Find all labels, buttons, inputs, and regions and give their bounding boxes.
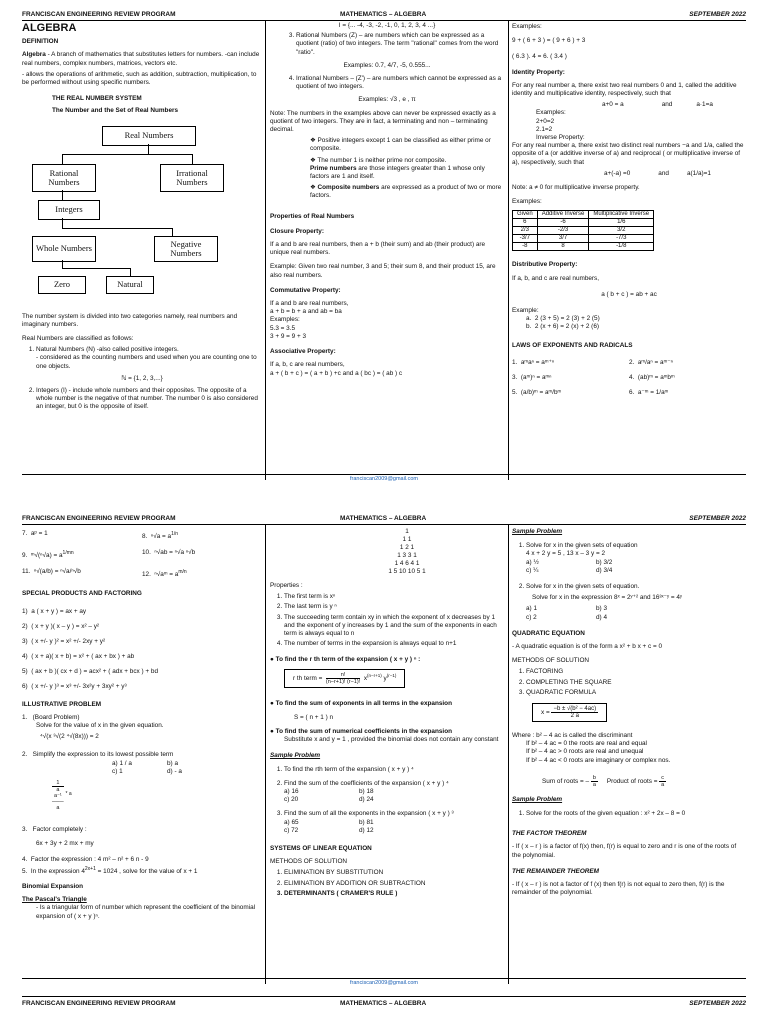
table-row: 6 -6 1/6 bbox=[513, 219, 654, 227]
section-heading: LAWS OF EXPONENTS AND RADICALS bbox=[512, 341, 633, 349]
section-heading: Distributive Property: bbox=[512, 261, 578, 269]
line: Where : b² – 4 ac is called the discriminant bbox=[512, 732, 633, 740]
bullet-item: ❖ Composite numbers are expressed as a product of two or more factors. bbox=[310, 184, 502, 200]
bullet-item: ❖ Positive integers except 1 can be classified as either prime or composite. bbox=[310, 137, 491, 153]
section-heading: THE REMAINDER THEOREM bbox=[512, 867, 599, 875]
note: Note: The numbers in the examples above can never be expressed exactly as a quotient of two integers. They are in fact, a terminating and non – terminating decimal. bbox=[270, 109, 496, 134]
formula: 6) ( x +/- y )³ = x³ +/- 3x²y + 3xy² + y³ bbox=[22, 682, 127, 690]
column-2 bbox=[270, 20, 504, 475]
subheading: Properties : bbox=[270, 582, 303, 589]
paragraph: - Is a triangular form of number which represent the coefficient of the binomial expansion of ( x + y )ⁿ. bbox=[36, 904, 256, 920]
section-heading: SYSTEMS OF LINEAR EQUATION bbox=[270, 845, 372, 853]
options: c) 1 d) - a bbox=[112, 767, 182, 775]
bullet-item: ❖ The number 1 is neither prime nor composite. Prime numbers are those integers greater than 1 whose only factors are 1 and itself. bbox=[310, 156, 485, 181]
paragraph: - If ( x – r ) is a factor of f(x) then, f(r) is equal to zero and r is one of the roots of the polynomial. bbox=[512, 843, 737, 859]
box-natural: Natural bbox=[106, 276, 154, 294]
section-heading: DEFINITION bbox=[22, 38, 59, 46]
line: 3 + 9 = 9 + 3 bbox=[270, 332, 307, 340]
list-item: 2. The last term is y ⁿ bbox=[284, 603, 504, 611]
expression: 6x + 3y + 2 mx + my bbox=[36, 840, 94, 848]
list-item: 1. Natural Numbers (N) -also called positive integers. - considered as the counting numbers and used when you are counting one to one objects. bbox=[36, 346, 262, 371]
paragraph: The number system is divided into two categories namely, real numbers and imaginary numbers. bbox=[22, 312, 238, 328]
box-negative: Negative Numbers bbox=[154, 236, 218, 262]
line: If b² – 4 ac > 0 roots are real and unequal bbox=[526, 748, 644, 756]
paragraph: - A quadratic equation is of the form a x² + b x + c = 0 bbox=[512, 643, 663, 651]
subheading: Sample Problem bbox=[512, 528, 563, 535]
line: If b² – 4 ac < 0 roots are imaginary or complex nos. bbox=[526, 756, 671, 764]
section-heading: THE FACTOR THEOREM bbox=[512, 830, 587, 838]
formula: 3) ( x +/- y )² = x² +/- 2xy + y² bbox=[22, 637, 106, 645]
paragraph: - If ( x – r ) is not a factor of f (x) then f(r) is not equal to zero then, f(r) is the remainder of the polynomial. bbox=[512, 881, 725, 897]
line: Example: bbox=[512, 307, 539, 315]
subheading: Sample Problem bbox=[270, 752, 321, 760]
header-subject: MATHEMATICS – ALGEBRA bbox=[340, 515, 427, 522]
options: a) 1 / a b) a bbox=[112, 759, 179, 767]
column-divider bbox=[508, 20, 509, 480]
section-heading: ILLUSTRATIVE PROBLEM bbox=[22, 700, 102, 708]
section-heading: Identity Property: bbox=[512, 68, 565, 76]
list-item: 3. Find the sum of all the exponents in the expansion ( x + y ) ³ a) 65 b) 81 c) 72 d) 12 bbox=[284, 810, 504, 835]
paragraph: For any real number a, there exist two distinct real numbers −a and 1/a, called the opposite of a (or additive inverse of a) and reciprocal ( or multiplicative inverse of a), respectively, such that bbox=[512, 142, 744, 166]
equation: a ( b + c ) = ab + ac bbox=[601, 290, 657, 298]
formula: 2) ( x + y )( x – y ) = x² – y² bbox=[22, 622, 100, 630]
list-item: 2. Simplify the expression to its lowest possible term bbox=[22, 751, 174, 759]
list-item: 1. The first term is xⁿ bbox=[284, 593, 504, 601]
rth-term-formula: r th term = $\frac{n!}{(n-r+1)! (r-1)!}$ $x^{(n-r+1)}$ $y^{(r-1)}$ bbox=[284, 669, 405, 688]
paragraph: For any real number a, there exist two real numbers 0 and 1, called the additive identity and multiplicative identity, respectively, such that bbox=[512, 81, 737, 98]
pascal-triangle: 1 1 1 1 2 1 1 3 3 1 1 4 6 4 1 1 5 10 10 5 1 bbox=[388, 528, 426, 575]
exponent-laws: 1. aᵐaⁿ = aᵐ⁺ⁿ 2. aᵐ/aⁿ = aᵐ⁻ⁿ 3. (aᵐ)ⁿ = aᵐⁿ 4. (ab)ᵐ = aᵐbᵐ 5. (a/b)ᵐ = aᵐ/bᵐ 6. a⁻ᵐ = 1/aᵐ bbox=[512, 358, 675, 396]
list-item: a. 2 (3 + 5) = 2 (3) + 2 (5) bbox=[526, 315, 600, 323]
line: Inverse Property: bbox=[536, 134, 585, 142]
column-1 bbox=[22, 524, 262, 984]
line: 2+0=2 bbox=[536, 117, 555, 125]
line: Solve for the value of x in the given equation. bbox=[36, 721, 164, 729]
header-subject: MATHEMATICS – ALGEBRA bbox=[340, 11, 427, 18]
section-heading: Commutative Property: bbox=[270, 286, 341, 294]
column-divider bbox=[265, 524, 266, 984]
list-item: b. 2 (x + 6) = 2 (x) + 2 (6) bbox=[526, 323, 599, 331]
header-date: SEPTEMBER 2022 bbox=[689, 515, 746, 522]
formula: 5) ( ax + b )( cx + d ) = acx² + ( adx + bcx ) + bd bbox=[22, 667, 159, 675]
header-program: FRANCISCAN ENGINEERING REVIEW PROGRAM bbox=[22, 11, 176, 18]
box-real-numbers: Real Numbers bbox=[102, 126, 196, 146]
exponent-laws-cont: 7. aᵖ = 1 8. $^n√a = a^{1/n}$ 9. ᵐ√(ⁿ√a) = $a^{1/mn}$ 10. ⁿ√ab = ⁿ√a ⁿ√b 11. ⁿ√(a/b) = ⁿ√a/ⁿ√b 12. ⁿ√aᵐ = $a^{m/n}$ bbox=[22, 530, 196, 579]
formula: 4) ( x + a)( x + b) = x² + ( ax + bx ) + ab bbox=[22, 652, 135, 660]
line: Examples: bbox=[512, 23, 542, 30]
section-heading: THE REAL NUMBER SYSTEM bbox=[52, 95, 142, 103]
list-item: 4. The number of terms in the expansion is always equal to n+1 bbox=[284, 640, 504, 648]
section-heading: Properties of Real Numbers bbox=[270, 212, 355, 220]
paragraph: Substitute x and y = 1 , provided the binomial does not contain any constant bbox=[284, 736, 499, 744]
line: If b² – 4 ac = 0 the roots are real and equal bbox=[526, 740, 647, 748]
identity-equations: a+0 = a and a·1=a bbox=[602, 101, 713, 109]
footer-rule bbox=[22, 474, 746, 475]
column-divider bbox=[265, 20, 266, 480]
line: 2.1=2 bbox=[536, 125, 553, 133]
roots-formulas: Sum of roots = – $\frac{b}{a}$ Product of roots = $\frac{c}{a}$ bbox=[542, 774, 665, 788]
line: If a, b, and c are real numbers, bbox=[512, 274, 600, 282]
note: Note: a ≠ 0 for multiplicative inverse property. bbox=[512, 184, 640, 192]
list-item: 1. (Board Problem) bbox=[22, 713, 80, 721]
table-header-row: Given Additive Inverse Multiplicative Inverse bbox=[513, 211, 654, 219]
subheading: Sample Problem bbox=[512, 795, 563, 803]
box-whole: Whole Numbers bbox=[32, 236, 96, 262]
line: If a and b are real numbers, bbox=[270, 300, 349, 308]
list-item: 3. The succeeding term contain xy in which the exponent of x decreases by 1 and the exponent of y increases by 1 and the sum of the exponents in each term is always equal to n bbox=[284, 614, 504, 639]
list-item: 2. Find the sum of the coefficients of the expansion ( x + y ) ⁴ a) 16 b) 18 c) 20 d) 24 bbox=[284, 780, 504, 805]
page-2 bbox=[0, 512, 768, 1009]
inverse-equations: a+(-a) =0 and a(1/a)=1 bbox=[604, 169, 711, 177]
section-heading: SPECIAL PRODUCTS AND FACTORING bbox=[22, 590, 142, 598]
paragraph: Real Numbers are classified as follows: bbox=[22, 335, 134, 343]
list-item: 4. Irrational Numbers – (Z') – are numbers which cannot be expressed as a quotient of two integers. bbox=[296, 75, 504, 91]
box-integers: Integers bbox=[38, 200, 100, 220]
table-row: 2/3 -2/3 3/2 bbox=[513, 227, 654, 235]
set-notation: ℕ = {1, 2, 3,...} bbox=[121, 374, 163, 382]
definition-text: Algebra - A branch of mathematics that substitutes letters for numbers. -can include real numbers, complex numbers, matrices, vectors etc. bbox=[22, 51, 260, 67]
paragraph: Example: Given two real number, 3 and 5; their sum 8, and their product 15, are also real numbers. bbox=[270, 263, 496, 279]
list-item: 2. Solve for x in the given sets of equation. Solve for x in the expression 8ˣ = 2ʸ⁺² and 16³ˣ⁻ʸ = 4ʸ a) 1 b) 3 c) 2 d) 4 bbox=[526, 583, 746, 622]
subheading: The Pascal's Triangle bbox=[22, 896, 87, 904]
line: METHODS OF SOLUTION bbox=[512, 657, 590, 665]
line: a + ( b + c ) = ( a + b ) +c and a ( bc ) = ( ab ) c bbox=[270, 369, 403, 377]
list-item: 1. Solve for the roots of the given equation : x² + 2x – 8 = 0 bbox=[526, 810, 746, 818]
section-subheading: The Number and the Set of Real Numbers bbox=[52, 107, 179, 115]
subheading: ● To find the sum of exponents in all terms in the expansion bbox=[270, 699, 452, 707]
list-item: 5. In the expression $4^{2x+1} = 1024$ , solve for the value of x + 1 bbox=[22, 865, 198, 875]
section-heading: Binomial Expansion bbox=[22, 882, 84, 890]
examples: Examples: 0.7, 4/7, -5, 0.555... bbox=[343, 61, 431, 69]
list-item: 1. Solve for x in the given sets of equation 4 x + 2 y = 5 , 13 x – 3 y = 2 a) ½ b) 3/2 c) ¼ d) 3/4 bbox=[526, 542, 746, 575]
column-3 bbox=[512, 20, 746, 475]
footer-rule bbox=[22, 978, 746, 979]
list-item: 2. COMPLETING THE SQUARE bbox=[526, 679, 746, 687]
column-2 bbox=[270, 524, 504, 984]
paragraph: If a and b are real numbers, then a + b (their sum) and ab (their product) are unique real numbers. bbox=[270, 241, 486, 257]
line: 5.3 = 3.5 bbox=[270, 324, 296, 332]
page-1 bbox=[0, 8, 768, 505]
equation: ⁴√(x ³√(2 ⁴√(8x))) = 2 bbox=[40, 733, 99, 741]
list-item: 1. ELIMINATION BY SUBSTITUTION bbox=[284, 869, 504, 877]
line: 9 + ( 6 + 3 ) = ( 9 + 6 ) + 3 bbox=[512, 37, 586, 45]
quadratic-formula: x = $\frac{\text{−b ± √(b² − 4ac)}}{2 a}$ bbox=[532, 703, 607, 722]
line: ( 6.3 ). 4 = 6. ( 3.4 ) bbox=[512, 53, 567, 61]
list-item: 2. Integers (I) - include whole numbers and their opposites. The opposite of a whole number is the negative of that number. The number 0 is also considered an integer, but 0 is the opposite of itself. bbox=[36, 387, 262, 412]
set-notation: I = {... -4, -3, -2, -1, 0, 1, 2, 3, 4 ...} bbox=[338, 22, 436, 29]
column-1 bbox=[22, 20, 262, 475]
list-item: 1. To find the rth term of the expansion ( x + y ) ⁴ bbox=[284, 766, 504, 774]
line: METHODS OF SOLUTION bbox=[270, 858, 348, 866]
subheading: ● To find the sum of numerical coefficients in the expansion bbox=[270, 728, 452, 736]
section-heading: QUADRATIC EQUATION bbox=[512, 629, 585, 637]
line: a + b = b + a and ab = ba bbox=[270, 308, 342, 316]
list-item: 3. Factor completely : bbox=[22, 826, 87, 833]
footer-email: franciscan2009@gmail.com bbox=[350, 476, 418, 482]
table-row: -8 8 -1/8 bbox=[513, 243, 654, 251]
inverse-table bbox=[512, 210, 654, 251]
section-heading: Closure Property: bbox=[270, 227, 324, 235]
list-item: 1. FACTORING bbox=[526, 668, 746, 676]
footer-email: franciscan2009@gmail.com bbox=[350, 980, 418, 986]
line: Examples: bbox=[512, 198, 542, 206]
box-irrational: Irrational Numbers bbox=[160, 164, 224, 192]
next-page-header: FRANCISCAN ENGINEERING REVIEW PROGRAM MATHEMATICS – ALGEBRA SEPTEMBER 2022 bbox=[22, 996, 746, 1009]
box-zero: Zero bbox=[38, 276, 86, 294]
list-item: 4. Factor the expression : 4 m² – n² + 6 n - 9 bbox=[22, 856, 149, 864]
list-item: 2. ELIMINATION BY ADDITION OR SUBTRACTION bbox=[284, 880, 504, 888]
table-row: -3/7 3/7 -7/3 bbox=[513, 235, 654, 243]
box-rational: Rational Numbers bbox=[32, 164, 96, 192]
complex-fraction: 1 a a⁻¹ ─── a * a bbox=[52, 780, 72, 811]
column-divider bbox=[508, 524, 509, 984]
subheading: ● To find the r th term of the expansion ( x + y ) ⁿ : bbox=[270, 656, 421, 664]
column-3 bbox=[512, 524, 746, 984]
formula: 1) a ( x + y ) = ax + ay bbox=[22, 607, 87, 615]
line: If a, b, c are real numbers, bbox=[270, 361, 345, 369]
header-date: SEPTEMBER 2022 bbox=[689, 11, 746, 18]
header-program: FRANCISCAN ENGINEERING REVIEW PROGRAM bbox=[22, 515, 176, 522]
examples: Examples: √3 , e , π bbox=[358, 96, 416, 104]
special-products bbox=[22, 604, 262, 694]
equation: S = ( n + 1 ) n bbox=[294, 713, 334, 721]
line: Examples: bbox=[536, 109, 566, 117]
list-item: 3. QUADRATIC FORMULA bbox=[526, 689, 746, 697]
list-item: 3. Rational Numbers (Z) – are numbers which can be expressed as a quotient (ratio) of two integers. The term "rational" comes from the word "ratio". bbox=[296, 32, 504, 57]
page-title: ALGEBRA bbox=[22, 22, 77, 34]
definition-text-2: - allows the operations of arithmetic, such as addition, subtraction, multiplication, to be performed without using specific numbers. bbox=[22, 70, 257, 87]
line: Examples: bbox=[270, 316, 300, 324]
section-heading: Associative Property: bbox=[270, 348, 336, 356]
real-number-diagram bbox=[32, 120, 262, 310]
list-item: 3. DETERMINANTS ( CRAMER'S RULE ) bbox=[284, 890, 504, 898]
